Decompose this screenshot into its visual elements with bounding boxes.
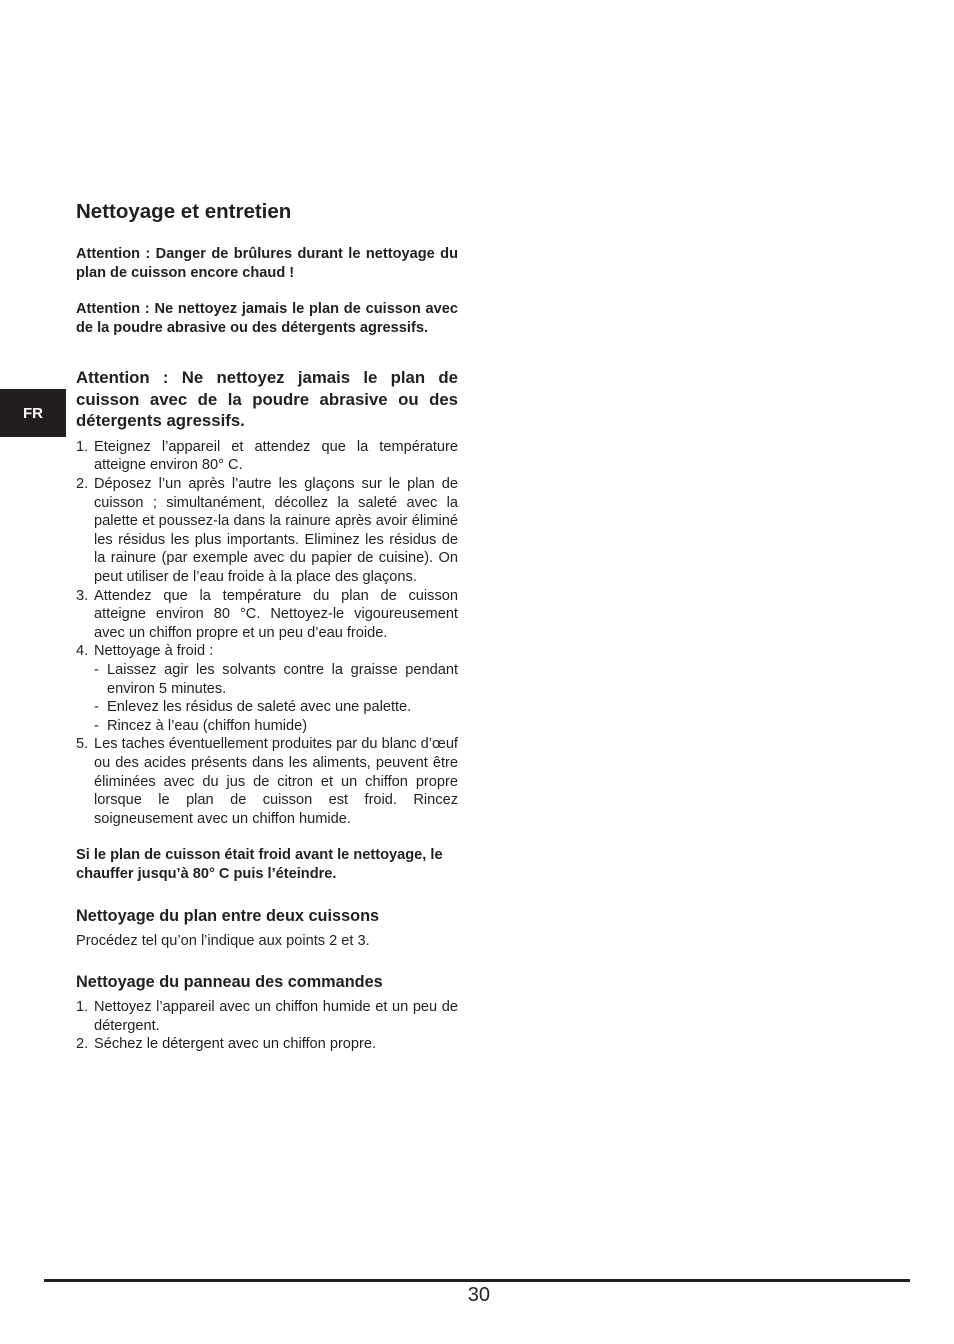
step-text: Les taches éventuellement produites par du blanc d’œuf ou des acides présents dans les aliments, peuvent être éliminées avec du jus de citron et un chiffon propre lorsque le plan de cuisson est froid. Rincez soigneusement avec un chiffon humide.	[94, 736, 458, 827]
dash-bullet: -	[94, 699, 99, 716]
control-panel-steps	[76, 998, 458, 1054]
step-text: Nettoyez l’appareil avec un chiffon humide et un peu de détergent.	[94, 999, 458, 1034]
step-number: 2.	[76, 476, 89, 493]
cold-hob-note: Si le plan de cuisson était froid avant le nettoyage, le chauffer jusqu’à 80° C puis l’éteindre.	[76, 847, 443, 882]
language-tab: FR	[0, 389, 66, 437]
dash-bullet: -	[94, 662, 99, 678]
step-text: Nettoyage à froid :	[94, 643, 214, 660]
step-text: Séchez le détergent avec un chiffon propre.	[94, 1036, 377, 1053]
cold-cleaning-subitems	[94, 661, 458, 735]
between-cooking-title: Nettoyage du plan entre deux cuissons	[76, 906, 380, 925]
list-item	[76, 475, 458, 587]
step-number: 3.	[76, 587, 89, 604]
list-item	[76, 587, 458, 643]
content-column	[76, 199, 458, 1072]
between-cooking-text: Procédez tel qu’on l’indique aux points 2 et 3.	[76, 932, 370, 949]
step-text: Déposez l’un après l’autre les glaçons sur le plan de cuisson ; simultanément, décollez la saleté avec la palette et poussez-la dans la rainure après avoir éliminé les résidus les plus importants. Eliminez les résidus de la rainure (par exemple avec du papier de cuisine). On peut utiliser de l’eau froide à la place des glaçons.	[94, 476, 458, 586]
cleaning-steps	[76, 438, 458, 828]
dash-bullet: -	[94, 717, 99, 734]
list-item	[76, 998, 458, 1035]
sub-item-text: Rincez à l’eau (chiffon humide)	[107, 717, 308, 734]
sub-item-text: Laissez agir les solvants contre la graisse pendant environ 5 minutes.	[107, 662, 458, 697]
sub-item-text: Enlevez les résidus de saleté avec une palette.	[107, 699, 412, 716]
step-number: 2.	[76, 1036, 89, 1053]
step-number: 5.	[76, 736, 89, 753]
burn-warning: Attention : Danger de brûlures durant le nettoyage du plan de cuisson encore chaud !	[76, 246, 458, 281]
list-item	[76, 438, 458, 475]
step-text: Eteignez l’appareil et attendez que la température atteigne environ 80° C.	[94, 438, 458, 474]
step-number: 1.	[76, 438, 89, 455]
step-number: 4.	[76, 643, 89, 660]
page-number: 30	[467, 1284, 490, 1306]
footer-divider	[44, 1279, 910, 1282]
control-panel-title: Nettoyage du panneau des commandes	[76, 973, 383, 992]
section-heading: Attention : Ne nettoyez jamais le plan de cuisson avec de la poudre abrasive ou des détergents agressifs.	[76, 368, 458, 431]
step-number: 1.	[76, 999, 89, 1016]
list-item	[76, 1035, 458, 1054]
abrasive-warning: Attention : Ne nettoyez jamais le plan de cuisson avec de la poudre abrasive ou des détergents agressifs.	[76, 301, 458, 336]
step-text: Attendez que la température du plan de cuisson atteigne environ 80 °C. Nettoyez-le vigoureusement avec un chiffon propre et un peu d’eau froide.	[94, 587, 458, 641]
page-title: Nettoyage et entretien	[76, 200, 292, 223]
sub-list-item	[94, 661, 458, 698]
sub-list-item	[94, 717, 458, 736]
list-item	[76, 735, 458, 828]
list-item	[76, 642, 458, 735]
sub-list-item	[94, 698, 458, 717]
